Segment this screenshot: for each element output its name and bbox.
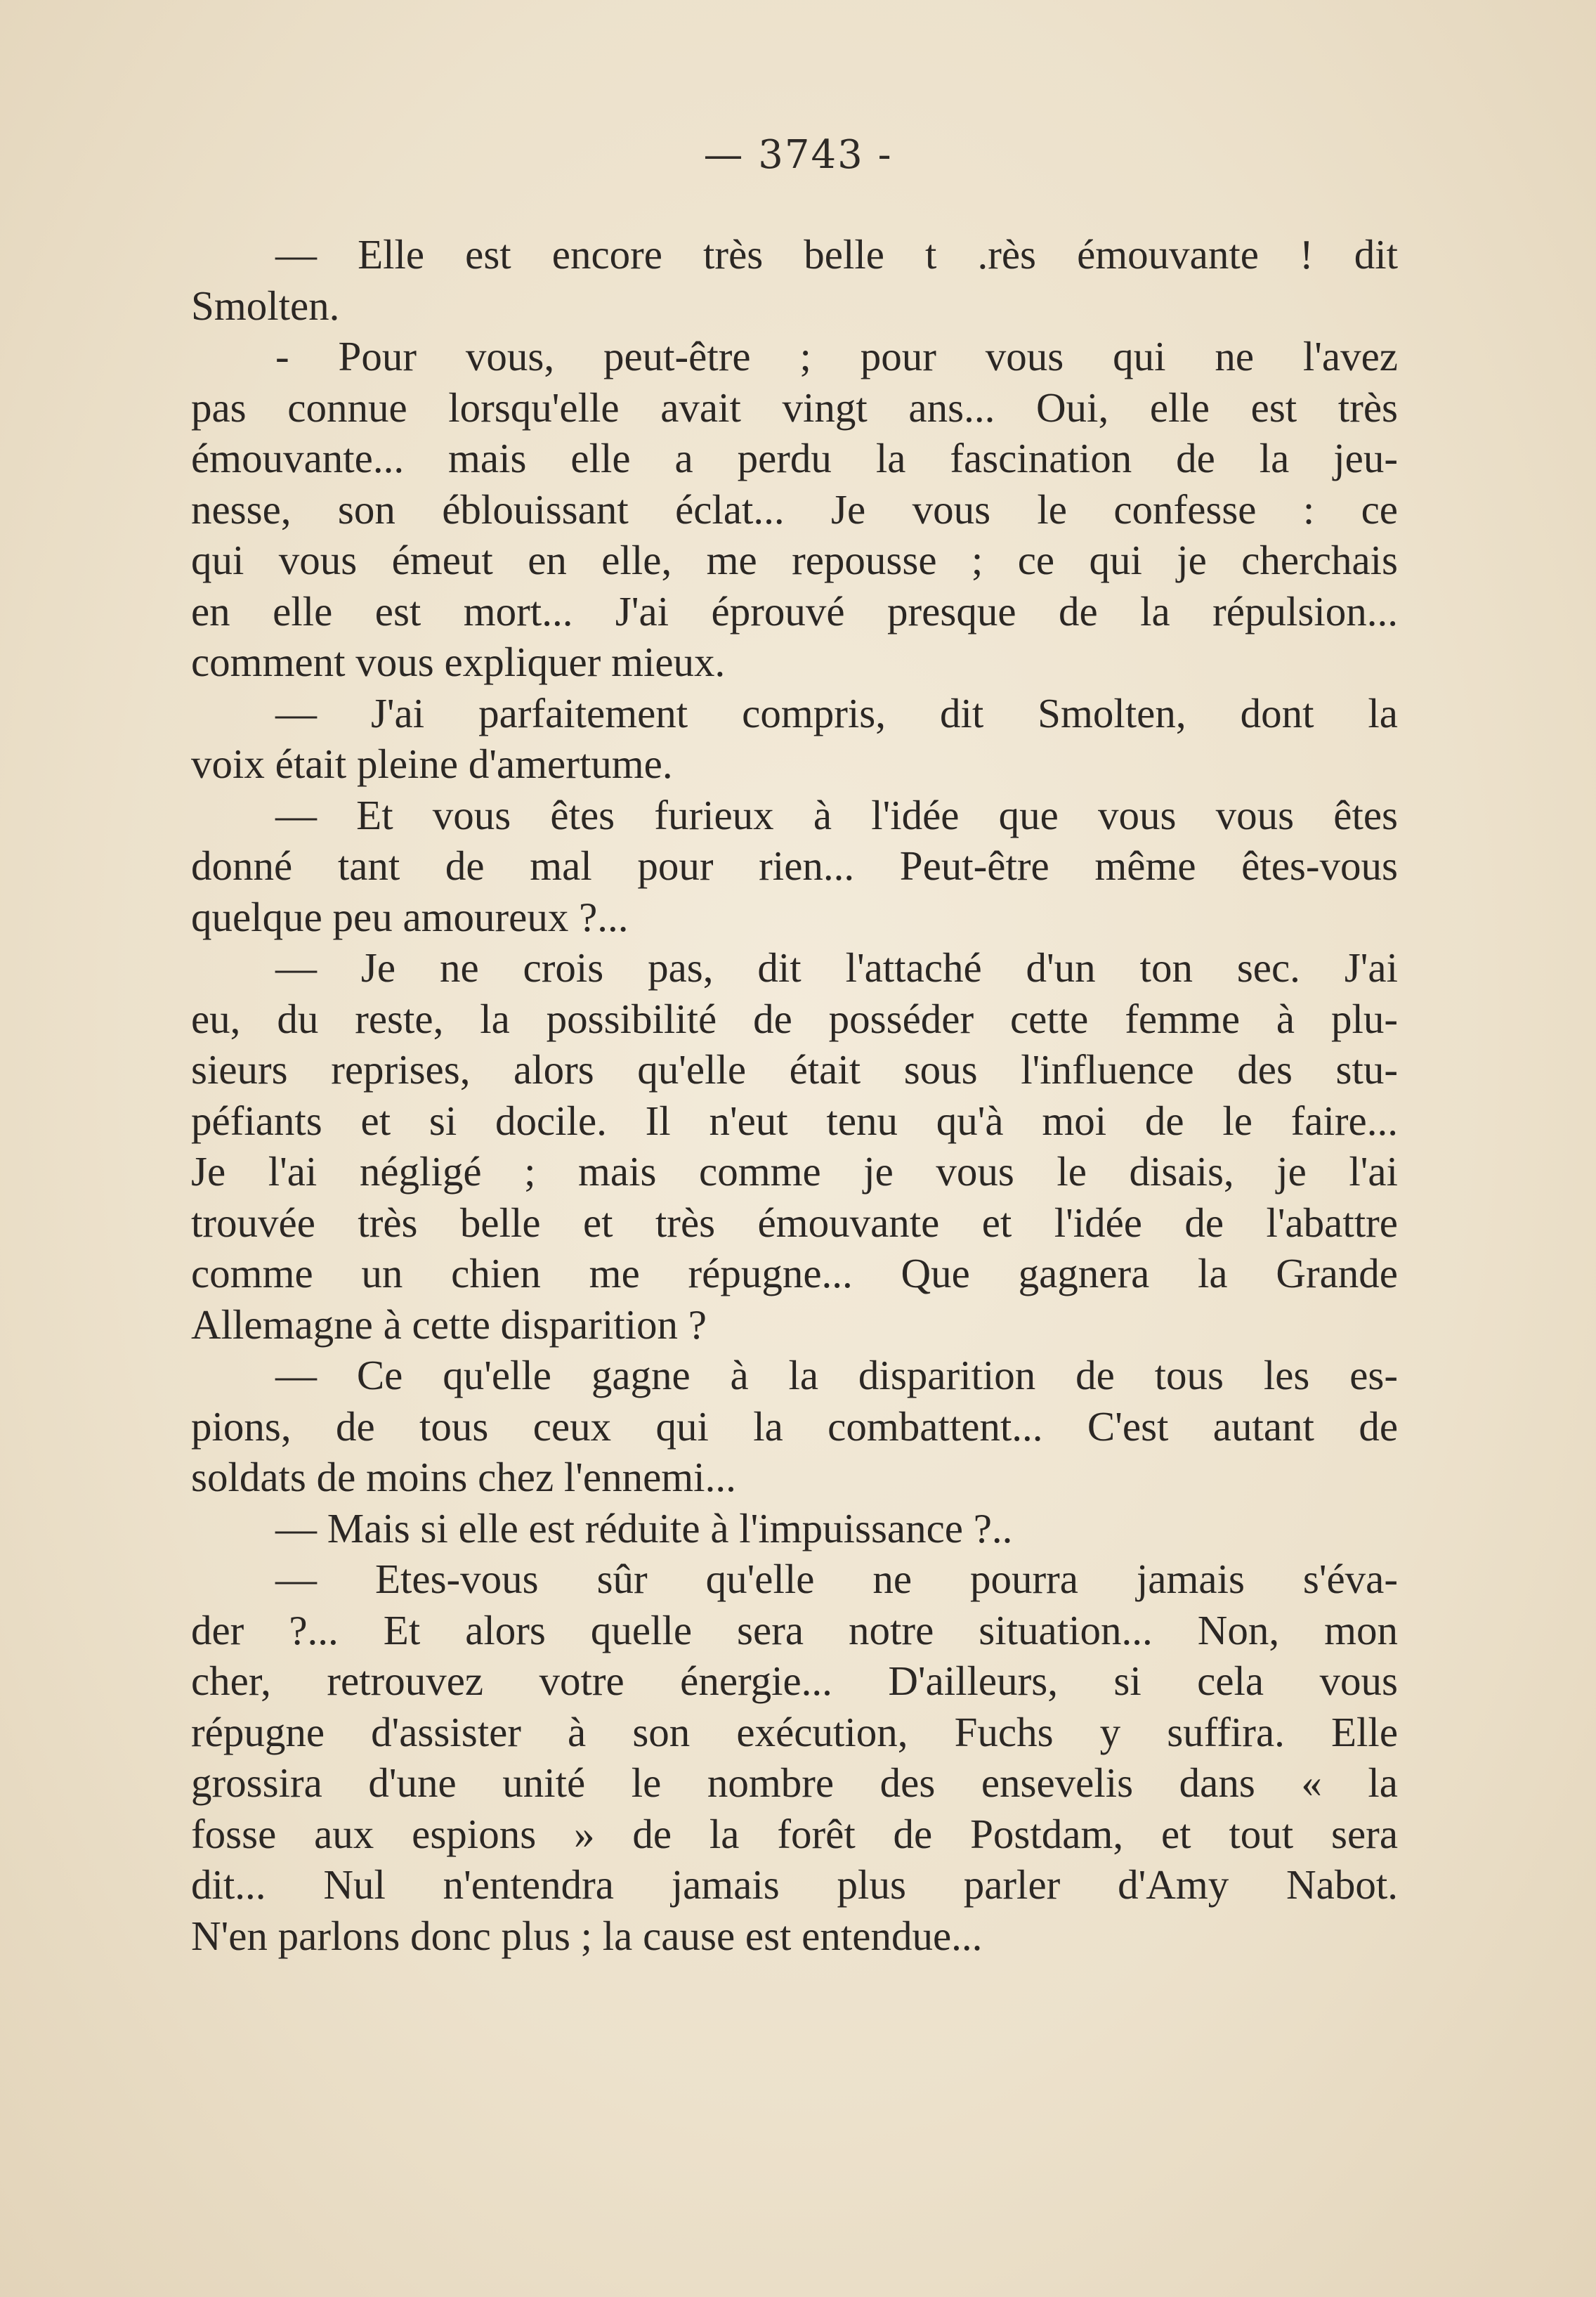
text-line: comme un chien me répugne... Que gagnera la Grande [191,1250,1398,1296]
text-line: — Et vous êtes furieux à l'idée que vous vous êtes [275,791,1398,838]
text-line: N'en parlons donc plus ; la cause est entendue... [191,1912,983,1959]
text-line: comment vous expliquer mieux. [191,639,726,685]
text-line: sieurs reprises, alors qu'elle était sous l'influence des stu- [191,1046,1398,1093]
text-line: - Pour vous, peut-être ; pour vous qui ne l'avez [275,333,1398,379]
text-line: dit... Nul n'entendra jamais plus parler d'Amy Nabot. [191,1861,1398,1908]
text-line: nesse, son éblouissant éclat... Je vous le confesse : ce [191,486,1398,533]
text-line: trouvée très belle et très émouvante et l'idée de l'abattre [191,1199,1398,1246]
text-line: cher, retrouvez votre énergie... D'ailleurs, si cela vous [191,1658,1398,1704]
text-line: der ?... Et alors quelle sera notre situation... Non, mon [191,1606,1398,1653]
text-line: en elle est mort... J'ai éprouvé presque de la répulsion... [191,587,1398,635]
text-line: — Mais si elle est réduite à l'impuissance ?.. [275,1504,1013,1551]
body-text [191,229,1398,1961]
text-line: voix était pleine d'amertume. [191,741,673,787]
text-line: — Etes-vous sûr qu'elle ne pourra jamais s'éva- [275,1556,1398,1602]
text-line: fosse aux espions » de la forêt de Postdam, et tout sera [191,1810,1398,1857]
text-line: Je l'ai négligé ; mais comme je vous le disais, je l'ai [191,1148,1398,1195]
text-line: — Ce qu'elle gagne à la disparition de tous les es- [275,1352,1398,1398]
text-line: pions, de tous ceux qui la combattent... C'est autant de [191,1403,1398,1450]
text-line: émouvante... mais elle a perdu la fascination de la jeu- [191,435,1398,481]
text-line: Smolten. [191,282,340,329]
text-line: grossira d'une unité le nombre des ensevelis dans « la [191,1759,1398,1806]
page-number: — 3743 - [703,132,893,178]
text-line: qui vous émeut en elle, me repousse ; ce qui je cherchais [191,537,1398,583]
text-line: — Je ne crois pas, dit l'attaché d'un ton sec. J'ai [275,944,1398,991]
text-line: répugne d'assister à son exécution, Fuchs y suffira. Elle [191,1708,1398,1755]
text-line: quelque peu amoureux ?... [191,893,629,940]
text-line: péfiants et si docile. Il n'eut tenu qu'à moi de le faire... [191,1097,1398,1144]
text-line: Allemagne à cette disparition ? [191,1301,707,1348]
text-line: — Elle est encore très belle t .rès émouvante ! dit [275,231,1398,278]
text-line: pas connue lorsqu'elle avait vingt ans... Oui, elle est très [191,384,1398,431]
text-line: — J'ai parfaitement compris, dit Smolten, dont la [275,689,1398,736]
text-line: soldats de moins chez l'ennemi... [191,1454,736,1500]
text-line: eu, du reste, la possibilité de posséder cette femme à plu- [191,995,1398,1042]
text-line: donné tant de mal pour rien... Peut-être même êtes-vous [191,842,1398,889]
